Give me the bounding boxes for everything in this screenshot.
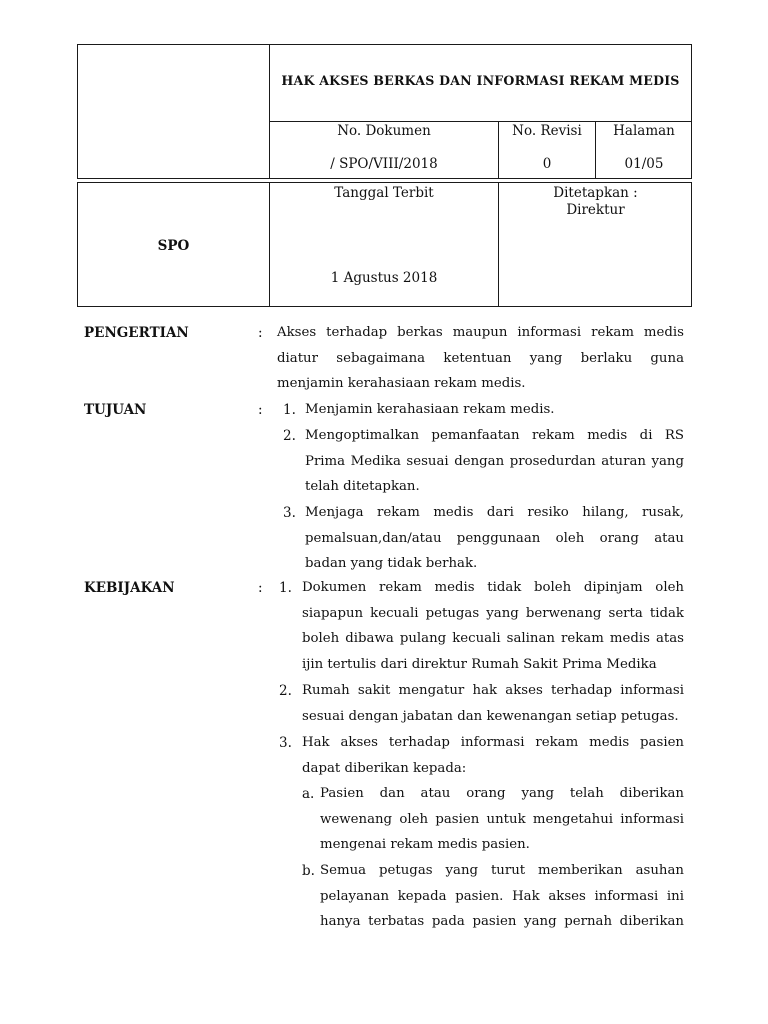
tanggal-terbit-label: Tanggal Terbit bbox=[334, 185, 434, 201]
halaman-value: 01/05 bbox=[624, 156, 664, 172]
header-divider-title bbox=[269, 121, 692, 122]
kebijakan-item-3-number: 3. bbox=[279, 735, 292, 751]
kebijakan-colon: : bbox=[258, 580, 263, 596]
kebijakan-label: KEBIJAKAN bbox=[84, 580, 175, 596]
tujuan-item-2-number: 2. bbox=[283, 428, 296, 444]
tujuan-item-3-text: Menjaga rekam medis dari resiko hilang, rusak, pemalsuan,dan/atau penggunaan oleh orang atau badan yang tidak berhak. bbox=[305, 505, 684, 572]
tujuan-item-1-number: 1. bbox=[283, 402, 296, 418]
halaman-label: Halaman bbox=[613, 123, 675, 139]
spo-label: SPO bbox=[157, 238, 190, 254]
no-dokumen-label: No. Dokumen bbox=[337, 123, 431, 139]
tujuan-item-1-text: Menjamin kerahasiaan rekam medis. bbox=[305, 402, 555, 417]
tanggal-terbit-value: 1 Agustus 2018 bbox=[330, 270, 438, 286]
tujuan-colon: : bbox=[258, 402, 263, 418]
pengertian-text: Akses terhadap berkas maupun informasi rekam medis diatur sebagaimana ketentuan yang berlaku guna menjamin kerahasiaan rekam medis. bbox=[277, 325, 684, 392]
no-dokumen-value: / SPO/VIII/2018 bbox=[330, 156, 438, 172]
kebijakan-subitem-b-text: Semua petugas yang turut memberikan asuhan pelayanan kepada pasien. Hak akses informasi ini hanya terbatas pada pasien yang pernah diberikan bbox=[320, 863, 684, 930]
kebijakan-item-2-number: 2. bbox=[279, 683, 292, 699]
kebijakan-item-1-number: 1. bbox=[279, 580, 292, 596]
kebijakan-item-1-text: Dokumen rekam medis tidak boleh dipinjam oleh siapapun kecuali petugas yang berwenang serta tidak boleh dibawa pulang kecuali salinan rekam medis atas ijin tertulis dari direktur Rumah Sakit Prima Medika bbox=[302, 580, 684, 673]
tujuan-item-3-number: 3. bbox=[283, 505, 296, 521]
tujuan-item-2-text: Mengoptimalkan pemanfaatan rekam medis di RS Prima Medika sesuai dengan prosedurdan aturan yang telah ditetapkan. bbox=[305, 428, 684, 495]
ditetapkan-label: Ditetapkan : bbox=[553, 185, 638, 201]
kebijakan-item-2-text: Rumah sakit mengatur hak akses terhadap informasi sesuai dengan jabatan dan kewenangan setiap petugas. bbox=[302, 683, 684, 724]
ditetapkan-role: Direktur bbox=[566, 202, 625, 218]
kebijakan-subitem-a-text: Pasien dan atau orang yang telah diberikan wewenang oleh pasien untuk mengetahui informasi mengenai rekam medis pasien. bbox=[320, 786, 684, 853]
kebijakan-subitem-b-number: b. bbox=[302, 863, 315, 879]
no-revisi-value: 0 bbox=[542, 156, 552, 172]
document-title: HAK AKSES BERKAS DAN INFORMASI REKAM MEDIS bbox=[281, 73, 680, 88]
kebijakan-item-3-text: Hak akses terhadap informasi rekam medis pasien dapat diberikan kepada: bbox=[302, 735, 684, 776]
kebijakan-subitem-a-number: a. bbox=[302, 786, 315, 802]
tujuan-label: TUJUAN bbox=[84, 402, 147, 418]
pengertian-colon: : bbox=[258, 325, 263, 341]
pengertian-label: PENGERTIAN bbox=[84, 325, 189, 341]
no-revisi-label: No. Revisi bbox=[512, 123, 582, 139]
